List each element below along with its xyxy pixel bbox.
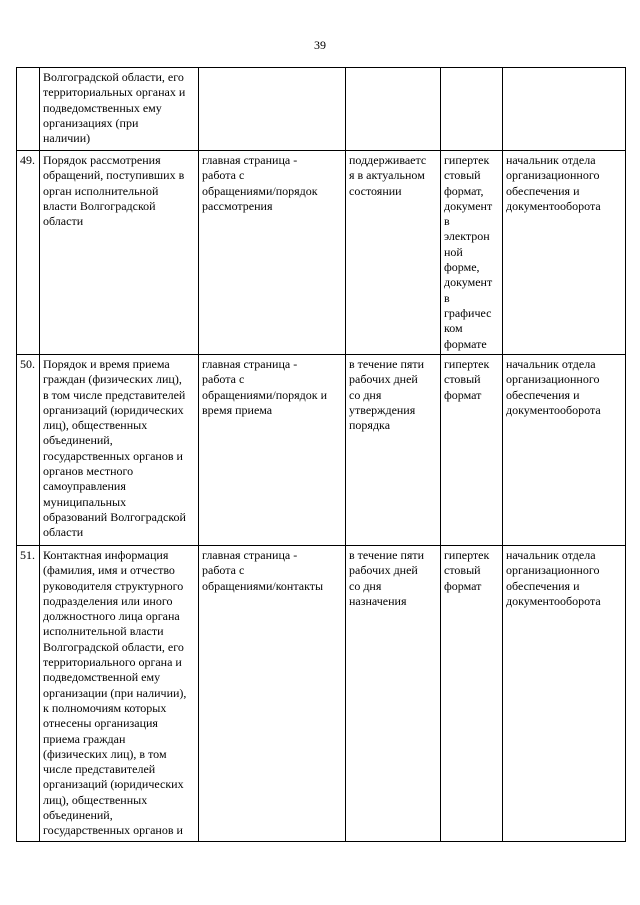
site-location: главная страница - работа с обращениями/порядок и время приема xyxy=(199,355,346,546)
responsible-person: начальник отдела организационного обеспечения и документооборота xyxy=(503,355,626,546)
document-table xyxy=(16,67,626,842)
table-row xyxy=(17,546,626,842)
update-frequency: в течение пяти рабочих дней со дня утверждения порядка xyxy=(346,355,441,546)
update-frequency: поддерживаетс я в актуальном состоянии xyxy=(346,151,441,355)
page-number: 39 xyxy=(314,38,326,52)
row-number: 51. xyxy=(17,546,40,842)
info-format xyxy=(441,68,503,151)
row-number xyxy=(17,68,40,151)
site-location: главная страница - работа с обращениями/порядок рассмотрения xyxy=(199,151,346,355)
info-name: Порядок рассмотрения обращений, поступивших в орган исполнительной власти Волгоградской области xyxy=(40,151,199,355)
site-location: главная страница - работа с обращениями/контакты xyxy=(199,546,346,842)
site-location xyxy=(199,68,346,151)
responsible-person: начальник отдела организационного обеспечения и документооборота xyxy=(503,151,626,355)
info-format: гипертек стовый формат xyxy=(441,546,503,842)
info-format: гипертек стовый формат xyxy=(441,355,503,546)
responsible-person xyxy=(503,68,626,151)
table-row xyxy=(17,68,626,151)
responsible-person: начальник отдела организационного обеспечения и документооборота xyxy=(503,546,626,842)
update-frequency xyxy=(346,68,441,151)
table-row xyxy=(17,151,626,355)
row-number: 49. xyxy=(17,151,40,355)
update-frequency: в течение пяти рабочих дней со дня назначения xyxy=(346,546,441,842)
info-name: Волгоградской области, его территориальных органах и подведомственных ему организациях (при наличии) xyxy=(40,68,199,151)
info-format: гипертек стовый формат, документ в электрон ной форме, документ в графичес ком формате xyxy=(441,151,503,355)
info-name: Порядок и время приема граждан (физических лиц), в том числе представителей организаций (юридических лиц), общественных объединений, государственных органов и органов местного самоуправления муниципальных образований Волгоградской области xyxy=(40,355,199,546)
table-row xyxy=(17,355,626,546)
row-number: 50. xyxy=(17,355,40,546)
info-name: Контактная информация (фамилия, имя и отчество руководителя структурного подразделения или иного должностного лица органа исполнительной власти Волгоградской области, его территориального органа и подведомственной ему организации (при наличии), к полномочиям которых отнесены организация приема граждан (физических лиц), в том числе представителей организаций (юридических лиц), общественных объединений, государственных органов и xyxy=(40,546,199,842)
